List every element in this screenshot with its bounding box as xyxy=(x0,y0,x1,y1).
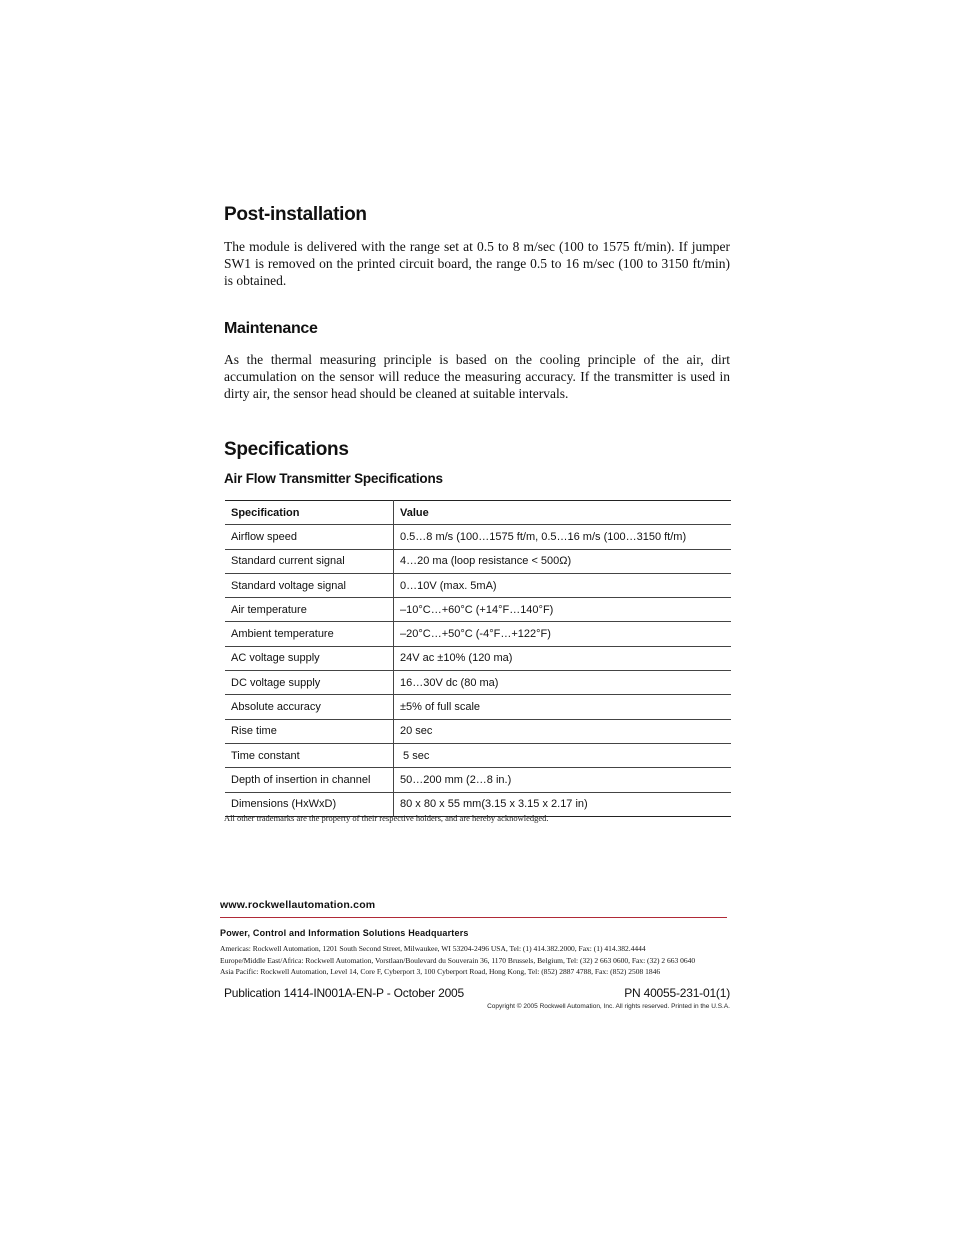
address-emea: Europe/Middle East/Africa: Rockwell Automation, Vorstlaan/Boulevard du Souverain 36, 1170 Brussels, Belgium, Tel: (32) 2 663 0600, Fax: (32) 2 663 0640 xyxy=(220,956,696,965)
spec-name-cell: Standard current signal xyxy=(225,549,394,573)
spec-name-cell: Absolute accuracy xyxy=(225,695,394,719)
spec-name-cell: Ambient temperature xyxy=(225,622,394,646)
address-americas: Americas: Rockwell Automation, 1201 South Second Street, Milwaukee, WI 53204-2496 USA, Tel: (1) 414.382.2000, Fax: (1) 414.382.4444 xyxy=(220,944,646,953)
table-row xyxy=(225,525,731,549)
spec-value-cell: ±5% of full scale xyxy=(394,695,732,719)
headquarters-title: Power, Control and Information Solutions Headquarters xyxy=(220,928,469,938)
publication-number: Publication 1414-IN001A-EN-P - October 2005 xyxy=(224,986,464,1000)
spec-value-cell: 80 x 80 x 55 mm(3.15 x 3.15 x 2.17 in) xyxy=(394,792,732,816)
spec-value-cell: –10°C…+60°C (+14°F…140°F) xyxy=(394,598,732,622)
column-header-specification: Specification xyxy=(225,501,394,525)
spec-name-cell: Standard voltage signal xyxy=(225,573,394,597)
specifications-heading: Specifications xyxy=(224,439,349,460)
table-row xyxy=(225,671,731,695)
spec-name-cell: Airflow speed xyxy=(225,525,394,549)
specifications-table xyxy=(225,500,731,817)
spec-name-cell: DC voltage supply xyxy=(225,671,394,695)
spec-name-cell: Air temperature xyxy=(225,598,394,622)
spec-value-cell: 0.5…8 m/s (100…1575 ft/m, 0.5…16 m/s (100…3150 ft/m) xyxy=(394,525,732,549)
part-number: PN 40055-231-01(1) xyxy=(624,986,730,1000)
footer-divider xyxy=(220,917,727,918)
spec-name-cell: AC voltage supply xyxy=(225,646,394,670)
table-row xyxy=(225,573,731,597)
table-header-row xyxy=(225,501,731,525)
maintenance-heading: Maintenance xyxy=(224,320,318,337)
table-row xyxy=(225,768,731,792)
spec-name-cell: Rise time xyxy=(225,719,394,743)
copyright-notice: Copyright © 2005 Rockwell Automation, Inc. All rights reserved. Printed in the U.S.A. xyxy=(487,1003,730,1010)
table-title: Air Flow Transmitter Specifications xyxy=(224,471,443,486)
table-row xyxy=(225,719,731,743)
spec-value-cell: 4…20 ma (loop resistance < 500Ω) xyxy=(394,549,732,573)
spec-value-cell: 50…200 mm (2…8 in.) xyxy=(394,768,732,792)
spec-value-cell: 20 sec xyxy=(394,719,732,743)
table-row xyxy=(225,646,731,670)
table-row xyxy=(225,549,731,573)
post-installation-paragraph: The module is delivered with the range set at 0.5 to 8 m/sec (100 to 1575 ft/min). If jumper SW1 is removed on the printed circuit board, the range 0.5 to 16 m/sec (100 to 3150 ft/min) is obtained. xyxy=(224,239,730,288)
website-link[interactable]: www.rockwellautomation.com xyxy=(220,899,376,911)
spec-value-cell: 5 sec xyxy=(394,743,732,767)
table-row xyxy=(225,743,731,767)
trademark-note: All other trademarks are the property of their respective holders, and are hereby acknowledged. xyxy=(224,813,549,823)
spec-name-cell: Depth of insertion in channel xyxy=(225,768,394,792)
table-row xyxy=(225,622,731,646)
table-row xyxy=(225,695,731,719)
spec-value-cell: 16…30V dc (80 ma) xyxy=(394,671,732,695)
spec-value-cell: 0…10V (max. 5mA) xyxy=(394,573,732,597)
maintenance-paragraph: As the thermal measuring principle is based on the cooling principle of the air, dirt accumulation on the sensor will reduce the measuring accuracy. If the transmitter is used in dirty air, the sensor head should be cleaned at suitable intervals. xyxy=(224,352,730,401)
address-asia-pacific: Asia Pacific: Rockwell Automation, Level 14, Core F, Cyberport 3, 100 Cyberport Road, Hong Kong, Tel: (852) 2887 4788, Fax: (852) 2508 1846 xyxy=(220,967,661,976)
spec-value-cell: 24V ac ±10% (120 ma) xyxy=(394,646,732,670)
column-header-value: Value xyxy=(394,501,732,525)
post-installation-heading: Post-installation xyxy=(224,204,367,225)
table-row xyxy=(225,598,731,622)
spec-name-cell: Time constant xyxy=(225,743,394,767)
spec-value-cell: –20°C…+50°C (-4°F…+122°F) xyxy=(394,622,732,646)
spec-name-cell: Dimensions (HxWxD) xyxy=(225,792,394,816)
